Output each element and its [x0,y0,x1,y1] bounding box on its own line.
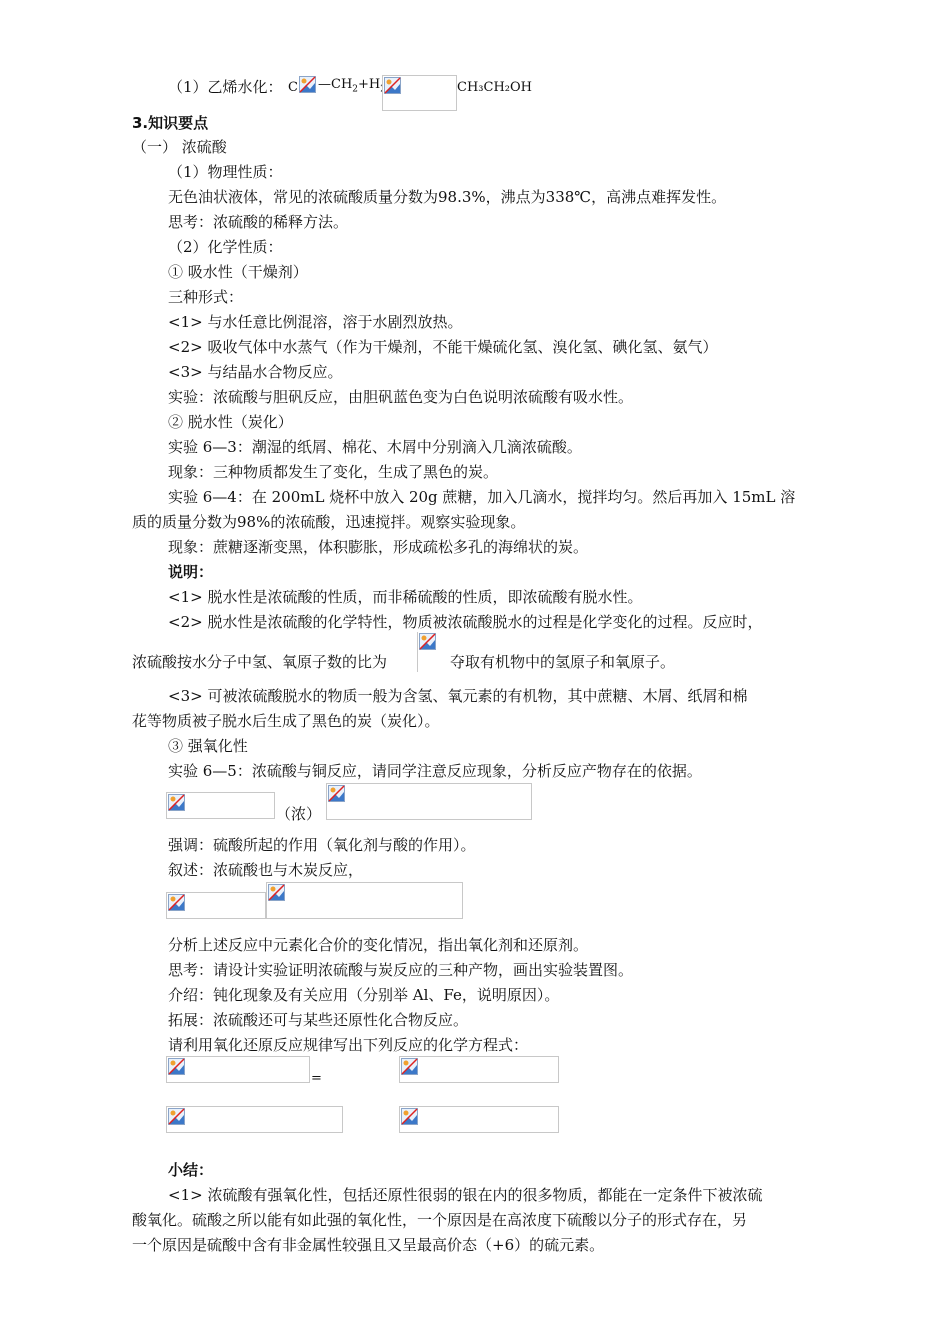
equation-1-left-image [166,1056,310,1083]
experiment-6-3: 实验 6—3：潮湿的纸屑、棉花、木屑中分别滴入几滴浓硫酸。 [168,438,582,456]
note-3-line2: 花等物质被子脱水后生成了黑色的炭（炭化）。 [132,712,440,730]
summary-1-line2: 酸氧化。硫酸之所以能有如此强的氧化性，一个原因是在高浓度下硫酸以分子的形式存在，另 [132,1211,748,1229]
broken-image-icon [168,894,185,911]
reaction-condition-image [382,75,457,111]
summary-title: 小结： [168,1161,214,1179]
broken-image-icon [268,884,285,901]
broken-image-icon [168,1108,185,1125]
carbon-reaction-left-image [166,892,266,919]
note-2-line2-a: 浓硫酸按水分子中氢、氧原子数的比为 [132,653,388,671]
equation-2-left-image [166,1106,343,1133]
formula-image-placeholder [298,75,380,97]
emphasis: 强调：硫酸所起的作用（氧化剂与酸的作用）。 [168,836,476,854]
formula-fragment [288,77,298,99]
carbon-reaction-right-image [266,882,463,919]
think-experiment: 思考：请设计实验证明浓硫酸与炭反应的三种产物，画出实验装置图。 [168,961,634,979]
experiment-6-4-line2: 质的质量分数为98%的浓硫酸，迅速搅拌。观察实验现象。 [132,513,526,531]
experiment-6-5: 实验 6—5：浓硫酸与铜反应，请同学注意反应现象，分析反应产物存在的依据。 [168,762,702,780]
three-forms: 三种形式： [168,288,244,306]
broken-image-icon [168,1058,185,1075]
form-3: <3> 与结晶水合物反应。 [168,363,343,381]
think-dilution: 思考：浓硫酸的稀释方法。 [168,213,349,231]
form-1: <1> 与水任意比例混溶，溶于水剧烈放热。 [168,313,463,331]
oxidation-title: ③ 强氧化性 [168,737,248,755]
copper-reaction-right-image [326,783,532,820]
part-title: （一） 浓硫酸 [132,138,227,156]
ethylene-hydration-label: （1）乙烯水化： [168,78,283,96]
note-3-line1: <3> 可被浓硫酸脱水的物质一般为含氢、氧元素的有机物，其中蔗糖、木屑、纸屑和棉 [168,687,748,705]
broken-image-icon [168,794,185,811]
copper-reaction-left-image [166,792,275,819]
ratio-image-placeholder [417,632,449,672]
physical-properties-title: （1）物理性质： [168,163,283,181]
experiment-alum: 实验：浓硫酸与胆矾反应，由胆矾蓝色变为白色说明浓硫酸有吸水性。 [168,388,634,406]
equals-sign: = [311,1071,322,1086]
chemical-properties-title: （2）化学性质： [168,238,283,256]
note-title: 说明： [168,563,214,581]
broken-image-icon [328,785,345,802]
equation-1-right-image [399,1056,559,1083]
broken-image-icon [401,1058,418,1075]
broken-image-icon [419,633,436,650]
experiment-6-4-line1: 实验 6—4：在 200mL 烧杯中放入 20g 蔗糖，加入几滴水，搅拌均匀。然后再加入 15mL 溶 [168,488,796,506]
passivation-intro: 介绍：钝化现象及有关应用（分别举 Al、Fe，说明原因）。 [168,986,560,1004]
section-title: 3.知识要点 [132,114,209,132]
broken-image-icon [299,76,316,93]
summary-1-line3: 一个原因是硫酸中含有非金属性较强且又呈最高价态（+6）的硫元素。 [132,1236,605,1254]
note-1: <1> 脱水性是浓硫酸的性质，而非稀硫酸的性质，即浓硫酸有脱水性。 [168,588,643,606]
extension: 拓展：浓硫酸还可与某些还原性化合物反应。 [168,1011,469,1029]
note-2-line1: <2> 脱水性是浓硫酸的化学特性，物质被浓硫酸脱水的过程是化学变化的过程。反应时， [168,613,763,631]
absorption-title: ① 吸水性（干燥剂） [168,263,308,281]
broken-image-icon [401,1108,418,1125]
equation-2-right-image [399,1106,559,1133]
concentrated-label: （浓） [276,805,322,823]
physical-properties-text: 无色油状液体，常见的浓硫酸质量分数为98.3%，沸点为338℃，高沸点难挥发性。 [168,188,727,206]
analysis: 分析上述反应中元素化合价的变化情况，指出氧化剂和还原剂。 [168,936,589,954]
narration: 叙述：浓硫酸也与木炭反应， [168,861,364,879]
formula-rest: $—CH_2+H$ [318,77,381,95]
write-equations: 请利用氧化还原反应规律写出下列反应的化学方程式： [168,1036,529,1054]
ethanol-product: CH₃CH₂OH [457,80,532,95]
phenomenon-2: 现象：蔗糖逐渐变黑，体积膨胀，形成疏松多孔的海绵状的炭。 [168,538,589,556]
note-2-line2-b: 夺取有机物中的氢原子和氧原子。 [450,653,676,671]
formula-c: C [288,80,298,95]
broken-image-icon [384,77,401,94]
form-2: <2> 吸收气体中水蒸气（作为干燥剂，不能干燥硫化氢、溴化氢、碘化氢、氨气） [168,338,718,356]
summary-1-line1: <1> 浓硫酸有强氧化性，包括还原性很弱的银在内的很多物质，都能在一定条件下被浓硫 [168,1186,763,1204]
phenomenon-1: 现象：三种物质都发生了变化，生成了黑色的炭。 [168,463,499,481]
dehydration-title: ② 脱水性（炭化） [168,413,293,431]
